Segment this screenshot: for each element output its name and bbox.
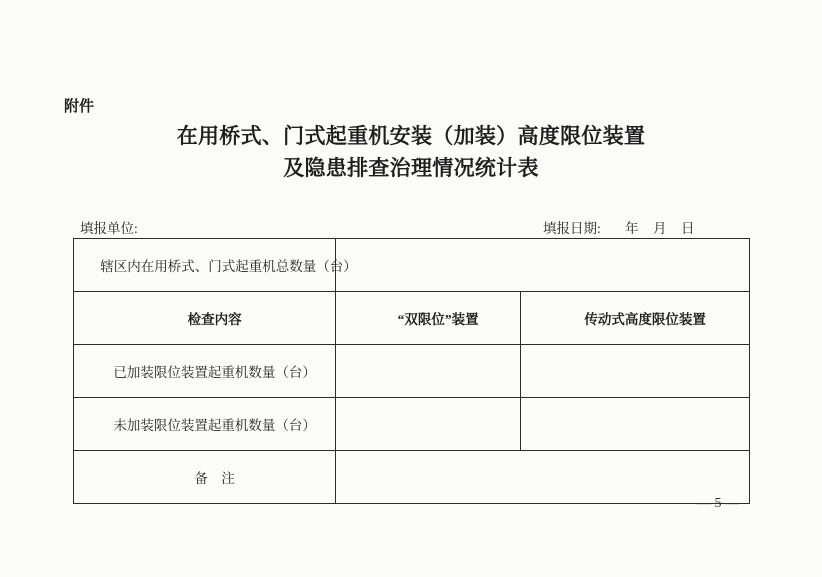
remarks-row [74,451,750,504]
date-month-label: 月 [653,221,667,236]
reporting-date-label: 填报日期: [543,221,601,236]
date-year-label: 年 [625,221,639,236]
remarks-label-cell [74,451,336,504]
row-value-cell [521,345,750,398]
table-row [74,345,750,398]
row-value-cell [521,398,750,451]
table-header-row [74,292,750,345]
reporting-unit-label: 填报单位: [80,221,138,236]
header-inspection-content [74,292,336,345]
row-value-cell [336,345,521,398]
header-dual-limit-device [336,292,521,345]
header-dual-limit-device-label: “双限位”装置 [397,312,479,327]
not-installed-count-label: 未加装限位装置起重机数量（台） [113,418,316,433]
row-value-cell [336,398,521,451]
total-count-value-cell [336,239,750,292]
document-title-line-1: 在用桥式、门式起重机安装（加装）高度限位装置 [176,124,646,148]
document-title-line-2: 及隐患排查治理情况统计表 [283,156,539,180]
table-row [74,398,750,451]
attachment-label: 附件 [64,99,95,115]
total-count-row [74,239,750,292]
header-drive-height-limiter [521,292,750,345]
total-count-label: 辖区内在用桥式、门式起重机总数量（台） [100,259,357,274]
page-number: — 5 — [697,496,739,511]
remarks-value-cell [336,451,750,504]
total-count-label-cell [74,239,357,292]
date-day-label: 日 [681,221,695,236]
header-inspection-content-label: 检查内容 [187,312,242,327]
row-label-cell [74,398,336,451]
row-label-cell [74,345,336,398]
installed-count-label: 已加装限位装置起重机数量（台） [113,365,316,380]
header-drive-height-limiter-label: 传动式高度限位装置 [584,312,706,327]
statistics-table [73,238,750,504]
remarks-label: 备 注 [194,471,235,486]
